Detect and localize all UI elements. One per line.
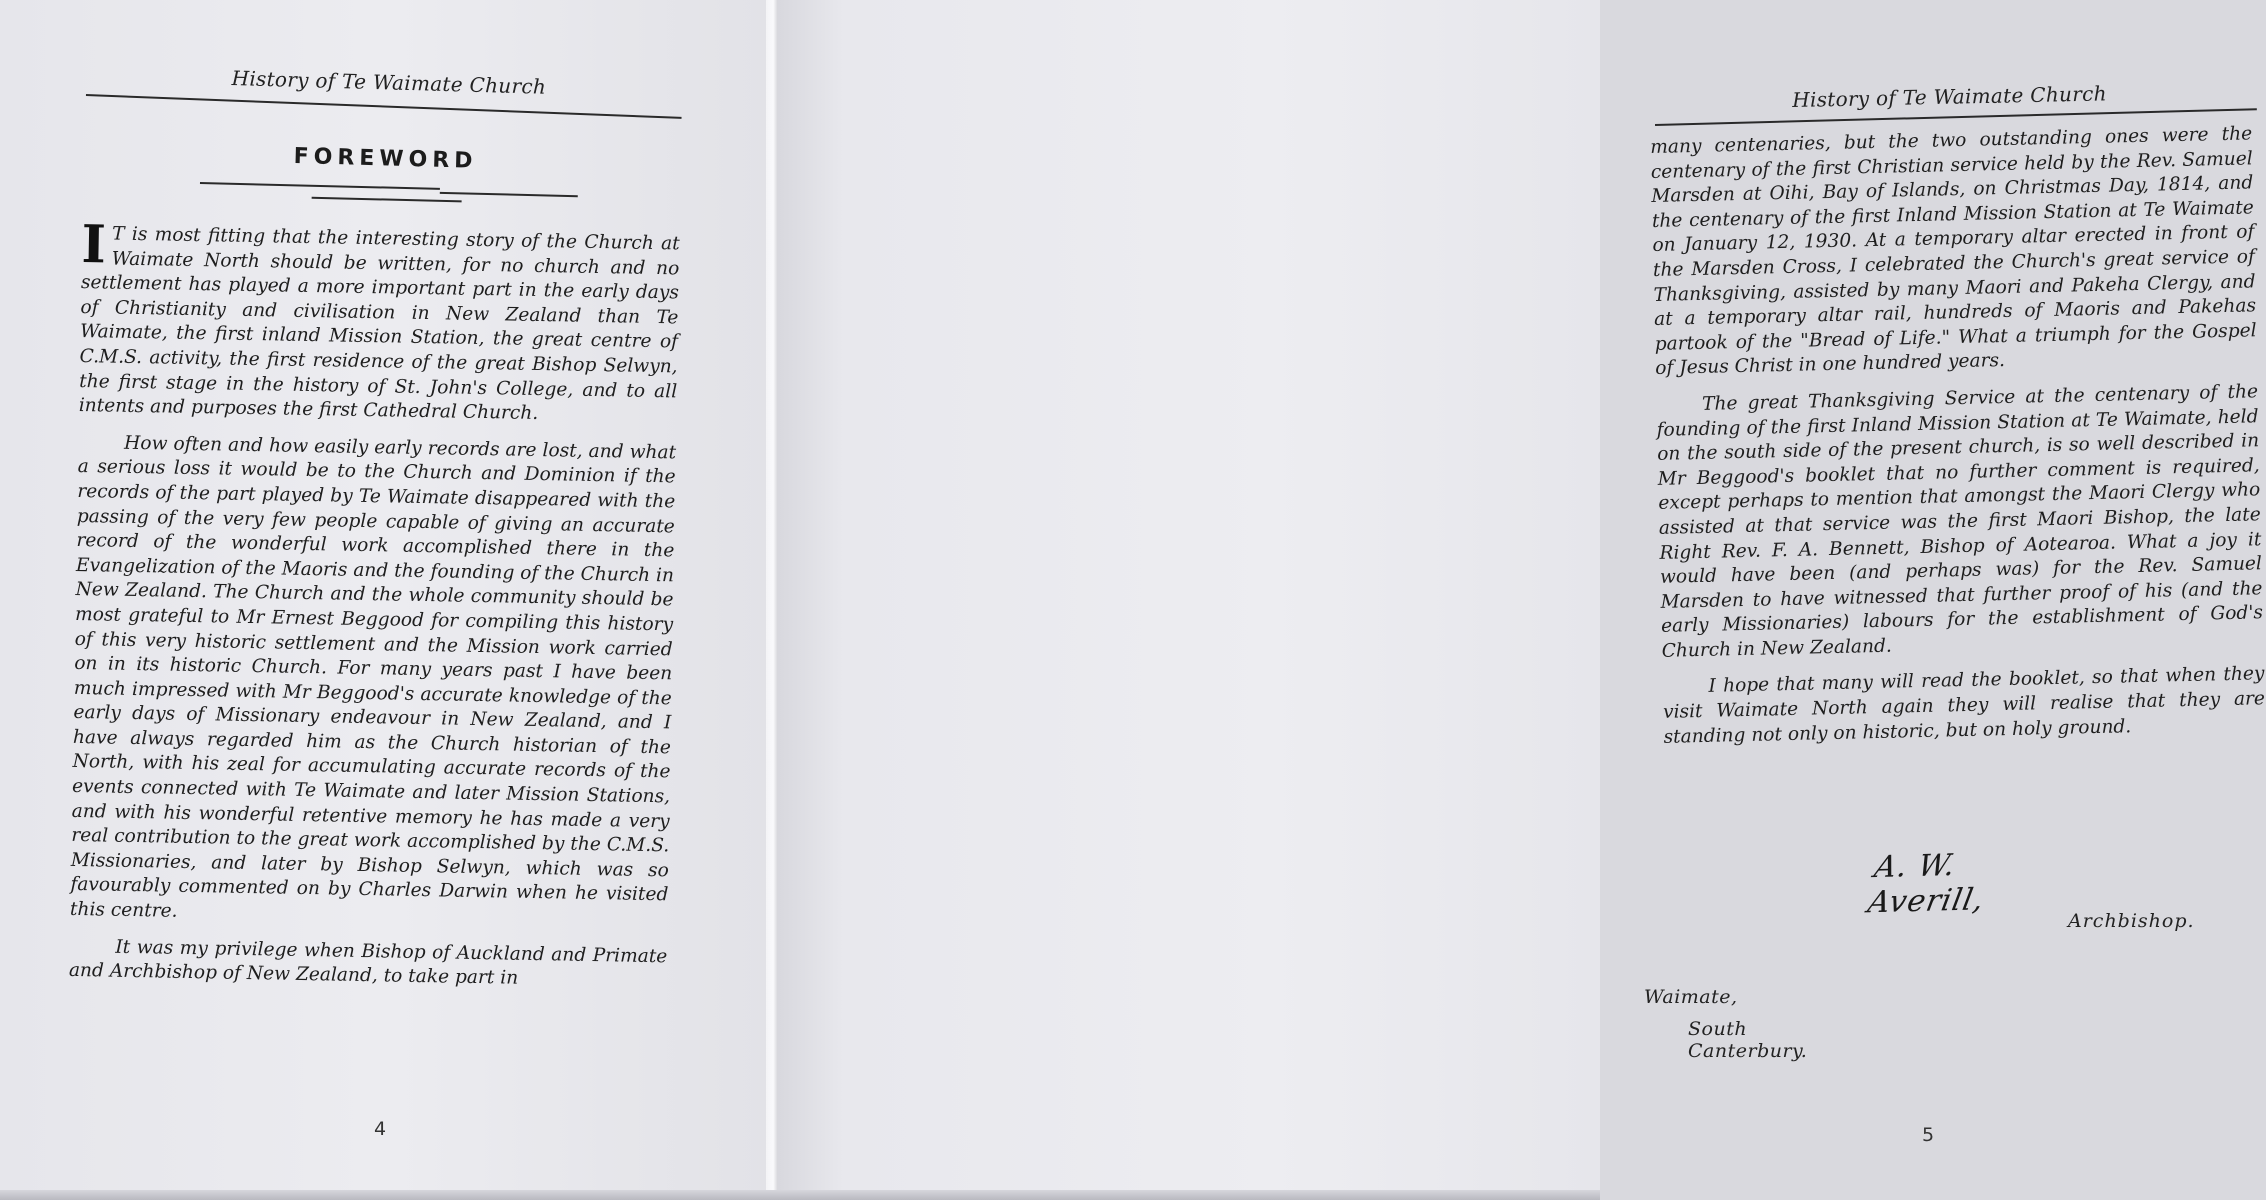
running-head-right: History of Te Waimate Church <box>1792 81 2107 112</box>
right-body-text <box>1650 122 2266 762</box>
paragraph <box>78 214 680 429</box>
signature: A. W. Averill, <box>1864 847 1988 921</box>
page-edge-shadow <box>0 1190 1600 1200</box>
drop-cap: I <box>81 214 107 276</box>
paragraph: The great Thanksgiving Service at the centenary of the founding of the first Inland Mission Station at Te Waimate, held on the south side of the present church, is so well described in Mr Beggood's booklet that no further comment is required, except perhaps to mention that amongst the Maori Clergy who assisted at that service was the first Maori Bishop, the late Right Rev. F. A. Bennett, Bishop of Aotearoa. What a joy it would have been (and perhaps was) for the Rev. Samuel Marsden to have witnessed that further proof of his (and the early Missionaries) labours for the establishment of God's Church in New Zealand. <box>1656 381 2264 662</box>
page-number-left: 4 <box>374 1118 387 1140</box>
place-line-1: Waimate, <box>1644 986 1738 1008</box>
title-ornament <box>199 182 579 215</box>
ornament-rule <box>440 192 578 197</box>
ornament-rule <box>312 197 462 203</box>
left-body-text <box>68 214 680 1006</box>
paragraph: I hope that many will read the booklet, so that when they visit Waimate North again they will realise that they are standing not only on historic, but on holy ground. <box>1662 663 2266 748</box>
header-rule-left <box>86 94 682 119</box>
paragraph: many centenaries, but the two outstanding ones were the centenary of the first Christian service held by the Rev. Samuel Marsden at Oihi, Bay of Islands, on Christmas Day, 1814, and the centenary of the first Inland Mission Station at Te Waimate on January 12, 1930. At a temporary altar erected in front of the Marsden Cross, I celebrated the Church's great service of Thanksgiving, assisted by many Maori and Pakeha Clergy, and at a temporary altar rail, hundreds of Maoris and Pakehas partook of the "Bread of Life." What a triumph for the Gospel of Jesus Christ in one hundred years. <box>1650 123 2257 380</box>
place-line-2: South Canterbury. <box>1688 1018 1808 1062</box>
running-head-left: History of Te Waimate Church <box>231 66 547 99</box>
right-page <box>778 0 2266 1200</box>
signature-title: Archbishop. <box>2068 910 2195 932</box>
paragraph-text: T is most fitting that the interesting story of the Church at Waimate North should be written, for no church and no settlement has played a more important part in the early days of Christianity and civilisation in New Zealand than Te Waimate, the first inland Mission Station, the great centre of C.M.S. activity, the first residence of the great Bishop Selwyn, the first stage in the history of St. John's College, and to all intents and purposes the first Cathedral Church. <box>78 223 680 425</box>
paragraph: It was my privilege when Bishop of Auckland and Primate and Archbishop of New Zealand, to take part in <box>68 936 668 989</box>
left-page <box>0 0 772 1200</box>
paragraph: How often and how easily early records are lost, and what a serious loss it would be to the Church and Dominion if the records of the part played by Te Waimate disappeared with the passing of the very few people capable of giving an accurate record of the wonderful work accomplished there in the Evangelization of the Maoris and the founding of the Church in New Zealand. The Church and the whole community should be most grateful to Mr Ernest Beggood for compiling this history of this very historic settlement and the Mission work carried on in its historic Church. For many years past I have been much impressed with Mr Beggood's accurate knowledge of the early days of Missionary endeavour in New Zealand, and I have always regarded him as the Church historian of the North, with his zeal for accumulating accurate records of the events connected with Te Waimate and later Mission Stations, and with his wonderful retentive memory he has made a very real contribution to the great work accomplished by the C.M.S. Missionaries, and later by Bishop Selwyn, which was so favourably commented on by Charles Darwin when he visited this centre. <box>69 432 677 922</box>
ornament-rule <box>200 182 440 190</box>
foreword-title: FOREWORD <box>293 144 478 174</box>
page-number-right: 5 <box>1922 1124 1935 1146</box>
